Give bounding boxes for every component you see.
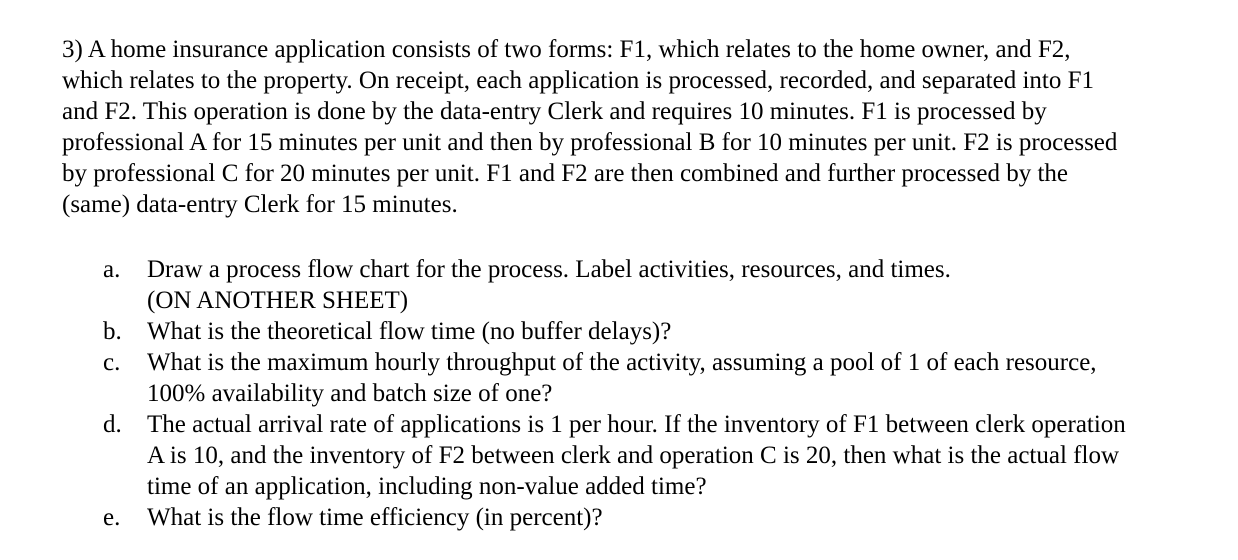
part-marker: e. (103, 504, 121, 531)
question-part-e (103, 502, 1203, 533)
question-part-a (103, 254, 1203, 316)
question-parts-list (103, 254, 1203, 533)
part-line: A is 10, and the inventory of F2 between clerk and operation C is 20, then what is the actual flow (147, 442, 1119, 469)
part-line: time of an application, including non-value added time? (147, 473, 707, 500)
part-line: What is the maximum hourly throughput of the activity, assuming a pool of 1 of each resource, (147, 349, 1097, 376)
part-line: What is the theoretical flow time (no buffer delays)? (147, 318, 672, 345)
question-part-d (103, 409, 1203, 502)
part-line: Draw a process flow chart for the process. Label activities, resources, and times. (147, 256, 951, 283)
problem-line: which relates to the property. On receipt, each application is processed, recorded, and separated into F1 (62, 67, 1095, 94)
part-line: (ON ANOTHER SHEET) (147, 287, 409, 314)
part-line: 100% availability and batch size of one? (147, 380, 553, 407)
part-line: What is the flow time efficiency (in percent)? (147, 504, 603, 531)
problem-line: by professional C for 20 minutes per unit. F1 and F2 are then combined and further processed by the (62, 160, 1069, 187)
question-part-b (103, 316, 1203, 347)
part-marker: b. (103, 318, 122, 345)
problem-statement (62, 34, 1212, 220)
part-marker: a. (103, 256, 121, 283)
part-marker: d. (103, 411, 122, 438)
part-marker: c. (103, 349, 121, 376)
problem-line: 3) A home insurance application consists of two forms: F1, which relates to the home owner, and F2, (62, 36, 1071, 63)
problem-line: professional A for 15 minutes per unit and then by professional B for 10 minutes per unit. F2 is processed (62, 129, 1118, 156)
problem-line: (same) data-entry Clerk for 15 minutes. (62, 191, 458, 218)
question-part-c (103, 347, 1203, 409)
problem-line: and F2. This operation is done by the data-entry Clerk and requires 10 minutes. F1 is processed by (62, 98, 1047, 125)
part-line: The actual arrival rate of applications is 1 per hour. If the inventory of F1 between clerk operation (147, 411, 1126, 438)
